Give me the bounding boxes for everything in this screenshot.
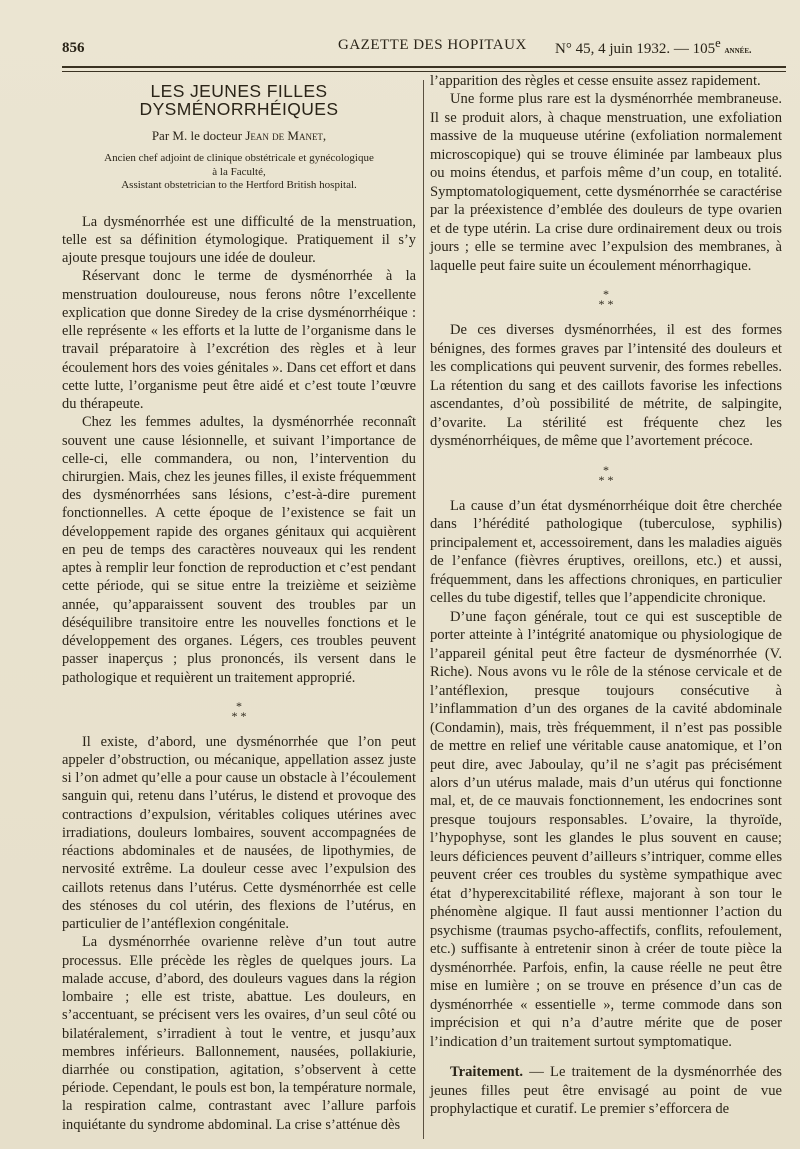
byline-prefix: Par M. le docteur: [151, 128, 246, 144]
section-separator: [430, 287, 782, 312]
paragraph: Réservant donc le terme de dysménorrhée à la menstruation douloureuse, nous ferons nôtre l’excellente explication que donne Siredey de la crise dysménorrhéique : elle représente « les efforts et la lutte de l’organisme dans le travail préparatoire à l’excrétion des règles et à leur écoulement hors des voies génitales ». Dans cet effort et dans cette lutte, l’organisme peut être aidé et c’est toute l’œuvre du thérapeute.: [62, 268, 416, 413]
separator-star-top: *: [603, 287, 609, 302]
author-name: Jean de Manet,: [245, 128, 327, 144]
paragraph: Il existe, d’abord, une dysménorrhée que l’on peut appeler d’obstruction, ou mécanique, appellation assez juste si l’on admet qu’elle a pour cause un obstacle à l’écoulement sanguin qui, retenu dans l’utérus, le distend et provoque des contractions d’expulsion, véritables coliques utérines avec irradiations, douleurs lombaires, souvent accompagnées de réactions abdominales et de nausées, de lipothymies, de nervosité extrême. La douleur cesse avec l’expulsion des caillots retenus dans l’utérus. Cette dysménorrhée est celle des sténoses du col utérin, des flexions de l’utérus, en particulier de l’antéflexion congénitale.: [62, 733, 416, 933]
paragraph: La dysménorrhée est une difficulté de la menstruation, telle est sa définition étymologique. Pratiquement il s’y ajoute presque toujours une idée de douleur.: [62, 213, 416, 267]
credential-line: Assistant obstetrician to the Hertford British hospital.: [121, 179, 357, 192]
paragraph: La dysménorrhée ovarienne relève d’un tout autre processus. Elle précède les règles de quelques jours. La malade accuse, d’abord, des douleurs vagues dans la région lombaire ; elle est triste, abattue. Les douleurs, en s’accentuant, se précisent vers les ovaires, d’un seul côté ou bilatéralement, s’irradient à tout le ventre, et jusqu’aux membres inférieurs. Ballonnement, nausées, pollakiurie, diarrhée ou constipation, agitation, s’observent à cette période. Cependant, le pouls est bon, la température normale, la respiration calme, contrastant avec l’allure parfois inquiétante du syndrome abdominal. La crise s’atténue dès: [62, 934, 416, 1133]
issue-date: [555, 36, 752, 58]
left-column: [62, 80, 416, 1134]
paragraph: Une forme plus rare est la dysménorrhée membraneuse. Il se produit alors, à chaque menstruation, une exfoliation massive de la muqueuse utérine (exfoliation normalement microscopique) qui se trouve éliminée par lambeaux plus ou moins étendus, et parfois même d’un coup, en totalité. Symptomatologiquement, cette dysménorrhée se caractérise par la préexistence d’emblée des douleurs de type ovarien et de type utérin. La crise dure ordinairement deux ou trois jours ; elle se termine avec l’expulsion des membranes, à laquelle peut faire suite un écoulement ménorrhagique.: [430, 91, 782, 274]
section-separator: [430, 462, 782, 487]
paragraph: La cause d’un état dysménorrhéique doit être cherchée dans l’hérédité pathologique (tuberculose, syphilis) principalement et, accessoirement, dans les maladies aiguës de l’enfance (fièvres éruptives, oreillons, etc.) et aussi, fréquemment, dans les affections chroniques, en particulier celles du tube digestif, telles que l’appendicite chronique.: [430, 497, 782, 607]
journal-title: GAZETTE DES HOPITAUX: [338, 37, 527, 53]
credential-line: à la Faculté,: [212, 165, 266, 178]
issue-sup: e: [715, 36, 721, 50]
treatment-text: — Le traitement de la dysménorrhée des jeunes filles peut être envisagé au point de vue prophylactique et curatif. Le premier s’efforcera de: [430, 1064, 782, 1118]
right-column: [430, 72, 782, 1119]
separator-stars-bottom: * *: [231, 708, 247, 723]
paragraph: l’apparition des règles et cesse ensuite assez rapidement.: [430, 73, 761, 89]
separator-star-top: *: [236, 698, 242, 713]
paragraph: De ces diverses dysménorrhées, il est des formes bénignes, des formes graves par l’intensité des douleurs et les complications qui peuvent survenir, des formes rebelles. La rétention du sang et des caillots favorise les infections ascendantes, d’où possibilité de métrite, de salpingite, d’ovarite. La stérilité est fréquente chez les dysménorrhéiques, de même que l’avortement précoce.: [430, 322, 782, 450]
treatment-paragraph: [430, 1063, 782, 1118]
page-number: 856: [62, 40, 85, 56]
byline: [62, 128, 416, 144]
treatment-heading: Traitement.: [450, 1064, 524, 1081]
paragraph: Chez les femmes adultes, la dysménorrhée reconnaît souvent une cause lésionnelle, et suivant l’importance de celle-ci, elle commandera, ou non, l’intervention du chirurgien. Mais, chez les jeunes filles, il existe fréquemment des dysménorrhées sans lésions, c’est-à-dire purement fonctionnelles. A cette époque de l’existence se fait un développement rapide des organes génitaux qui acquièrent en peu de temps des caractères nouveaux qui les rendent aptes à remplir leur fonction de reproduction et c’est pendant cette période, qui se situe entre la treizième et seizième année, qu’apparaissent souvent des troubles par un déséquilibre transitoire entre les nouvelles fonctions et le développement des organes. Légers, ces troubles peuvent passer inaperçus ; plus prononcés, ils versent dans le pathologique et requièrent un traitement approprié.: [62, 414, 416, 686]
column-separator: [423, 80, 424, 1139]
separator-stars-bottom: * *: [598, 297, 614, 312]
page-header: [62, 34, 786, 58]
section-separator: [62, 698, 416, 723]
author-credentials: [62, 152, 416, 192]
separator-star-top: *: [603, 462, 609, 477]
header-rule-thick: [62, 66, 786, 68]
issue-text: N° 45, 4 juin 1932. — 105: [555, 41, 716, 57]
paragraph: D’une façon générale, tout ce qui est susceptible de porter atteinte à l’intégrité anatomique ou physiologique de l’appareil génital peut être facteur de dysménorrhée (V. Riche). Nous avons vu le rôle de la sténose cervicale et de l’antéflexion, presque toujours consécutive à l’inflammation d’un des organes de la cavité abdominale (Condamin), mais, très fréquemment, il n’est pas possible de mettre en relief une véritable cause anatomique, et l’on peut dire, avec Jaboulay, qu’il ne s’agit pas précisément alors d’un utérus malade, mais d’un utérus qui fonctionne mal, et, de ce mauvais fonctionnement, les endocrines sont presque toujours responsables. L’ovaire, la thyroïde, l’hypophyse, sont les glandes le plus souvent en cause; leurs déficiences peuvent d’ailleurs s’intriquer, comme elles peuvent créer ces troubles du système sympathique avec état d’hyperexcitabilité réflexe, majorant à son tour le phénomène algique. Il faut aussi mentionner l’action du psychisme (traumas psycho-affectifs, conflits, refoulement, etc.) suffisante à entretenir sinon à créer de toute pièce la dysménorrhée. Parfois, enfin, la cause réelle ne peut être mise en lumière ; on se trouve en présence d’un cas de dysménorrhée « essentielle », terme commode dans son imprécision et qui n’a d’autre mérite que de poser l’indication d’un traitement surtout symptomatique.: [430, 608, 782, 1050]
separator-stars-bottom: * *: [598, 472, 614, 487]
issue-annee: année.: [724, 45, 752, 56]
article-title: LES JEUNES FILLES DYSMÉNORRHÉIQUES: [139, 81, 339, 120]
credential-line: Ancien chef adjoint de clinique obstétricale et gynécologique: [104, 152, 374, 165]
